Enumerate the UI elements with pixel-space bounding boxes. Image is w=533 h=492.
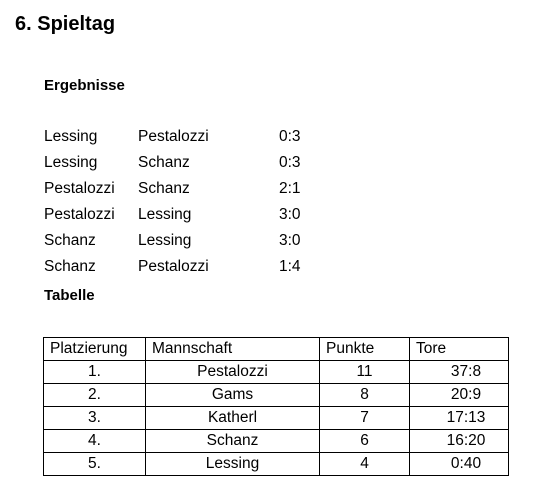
cell-goals: 17:13: [410, 407, 509, 430]
result-away-team: Lessing: [138, 206, 192, 223]
table-header-row: [44, 338, 509, 361]
cell-rank: 3.: [44, 407, 146, 430]
result-score: 1:4: [279, 258, 301, 275]
result-row: [44, 179, 344, 205]
result-score: 3:0: [279, 232, 301, 249]
result-away-team: Pestalozzi: [138, 128, 209, 145]
result-row: [44, 127, 344, 153]
result-score: 3:0: [279, 206, 301, 223]
result-score: 0:3: [279, 128, 301, 145]
result-away-team: Lessing: [138, 232, 192, 249]
cell-team: Schanz: [146, 430, 320, 453]
cell-goals: 16:20: [410, 430, 509, 453]
result-home-team: Pestalozzi: [44, 180, 115, 197]
table-row: [44, 361, 509, 384]
cell-goals: 0:40: [410, 453, 509, 476]
cell-points: 8: [320, 384, 410, 407]
cell-rank: 2.: [44, 384, 146, 407]
column-header-points: Punkte: [320, 338, 410, 361]
result-away-team: Schanz: [138, 180, 190, 197]
cell-rank: 5.: [44, 453, 146, 476]
page-title: 6. Spieltag: [15, 13, 116, 35]
result-home-team: Pestalozzi: [44, 206, 115, 223]
result-score: 0:3: [279, 154, 301, 171]
cell-points: 7: [320, 407, 410, 430]
result-row: [44, 153, 344, 179]
results-heading: Ergebnisse: [44, 77, 125, 94]
result-away-team: Pestalozzi: [138, 258, 209, 275]
cell-rank: 1.: [44, 361, 146, 384]
result-row: [44, 231, 344, 257]
table-row: [44, 407, 509, 430]
result-home-team: Lessing: [44, 154, 98, 171]
column-header-goals: Tore: [410, 338, 509, 361]
table-row: [44, 430, 509, 453]
cell-rank: 4.: [44, 430, 146, 453]
cell-goals: 20:9: [410, 384, 509, 407]
cell-team: Katherl: [146, 407, 320, 430]
result-score: 2:1: [279, 180, 301, 197]
cell-goals: 37:8: [410, 361, 509, 384]
result-row: [44, 205, 344, 231]
cell-points: 4: [320, 453, 410, 476]
cell-team: Lessing: [146, 453, 320, 476]
result-row: [44, 257, 344, 283]
result-home-team: Schanz: [44, 232, 96, 249]
column-header-rank: Platzierung: [44, 338, 146, 361]
cell-team: Gams: [146, 384, 320, 407]
cell-points: 6: [320, 430, 410, 453]
result-home-team: Schanz: [44, 258, 96, 275]
result-home-team: Lessing: [44, 128, 98, 145]
standings-heading: Tabelle: [44, 287, 95, 304]
result-away-team: Schanz: [138, 154, 190, 171]
cell-points: 11: [320, 361, 410, 384]
cell-team: Pestalozzi: [146, 361, 320, 384]
results-list: [44, 127, 344, 283]
column-header-team: Mannschaft: [146, 338, 320, 361]
table-row: [44, 384, 509, 407]
standings-table: [43, 337, 509, 476]
table-row: [44, 453, 509, 476]
